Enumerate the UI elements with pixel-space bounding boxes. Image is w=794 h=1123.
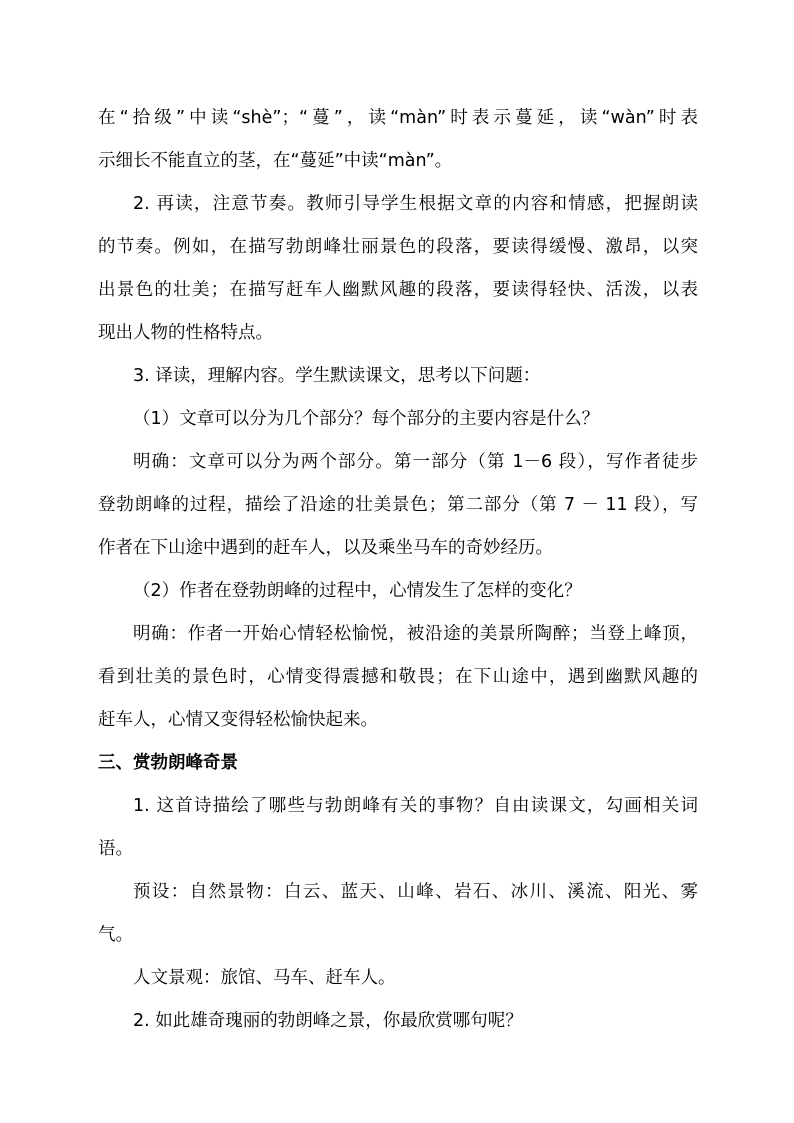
paragraph-line: 出景色的壮美；在描写赶车人幽默风趣的段落，要读得轻快、活泼，以表 <box>98 280 698 300</box>
paragraph-line: 示细长不能直立的茎，在“蔓延”中读“màn”。 <box>98 151 453 171</box>
paragraph-line: 预设：自然景物：白云、蓝天、山峰、岩石、冰川、溪流、阳光、雾 <box>133 882 698 902</box>
answer-line: 明确：作者一开始心情轻松愉悦，被沿途的美景所陶醉；当登上峰顶， <box>133 624 698 644</box>
answer-line: 看到壮美的景色时，心情变得震撼和敬畏；在下山途中，遇到幽默风趣的 <box>98 667 698 687</box>
paragraph-line: 语。 <box>98 839 133 859</box>
paragraph-line: 气。 <box>98 925 133 945</box>
paragraph-line: 在“拾级”中读“shè”；“蔓”，读“màn”时表示蔓延，读“wàn”时表 <box>98 108 698 128</box>
answer-line: 登勃朗峰的过程，描绘了沿途的壮美景色；第二部分（第 7 － 11 段），写 <box>98 495 698 515</box>
answer-line: 明确：文章可以分为两个部分。第一部分（第 1－6 段），写作者徒步 <box>133 452 698 472</box>
paragraph-line: 现出人物的性格特点。 <box>98 323 273 343</box>
paragraph-line: 人文景观：旅馆、马车、赶车人。 <box>133 968 396 988</box>
section-heading: 三、赏勃朗峰奇景 <box>98 753 238 773</box>
paragraph-line: 1. 这首诗描绘了哪些与勃朗峰有关的事物？自由读课文，勾画相关词 <box>133 796 698 816</box>
answer-line: 赶车人，心情又变得轻松愉快起来。 <box>98 710 378 730</box>
paragraph-line: 3. 译读，理解内容。学生默读课文，思考以下问题： <box>133 366 541 386</box>
paragraph-line: 2. 再读，注意节奏。教师引导学生根据文章的内容和情感，把握朗读 <box>133 194 698 214</box>
paragraph-line: 的节奏。例如，在描写勃朗峰壮丽景色的段落，要读得缓慢、激昂，以突 <box>98 237 698 257</box>
answer-line: 作者在下山途中遇到的赶车人，以及乘坐马车的奇妙经历。 <box>98 538 553 558</box>
question-line: （1）文章可以分为几个部分？每个部分的主要内容是什么？ <box>133 409 600 429</box>
paragraph-line: 2. 如此雄奇瑰丽的勃朗峰之景，你最欣赏哪句呢？ <box>133 1011 523 1031</box>
question-line: （2）作者在登勃朗峰的过程中，心情发生了怎样的变化？ <box>133 581 582 601</box>
